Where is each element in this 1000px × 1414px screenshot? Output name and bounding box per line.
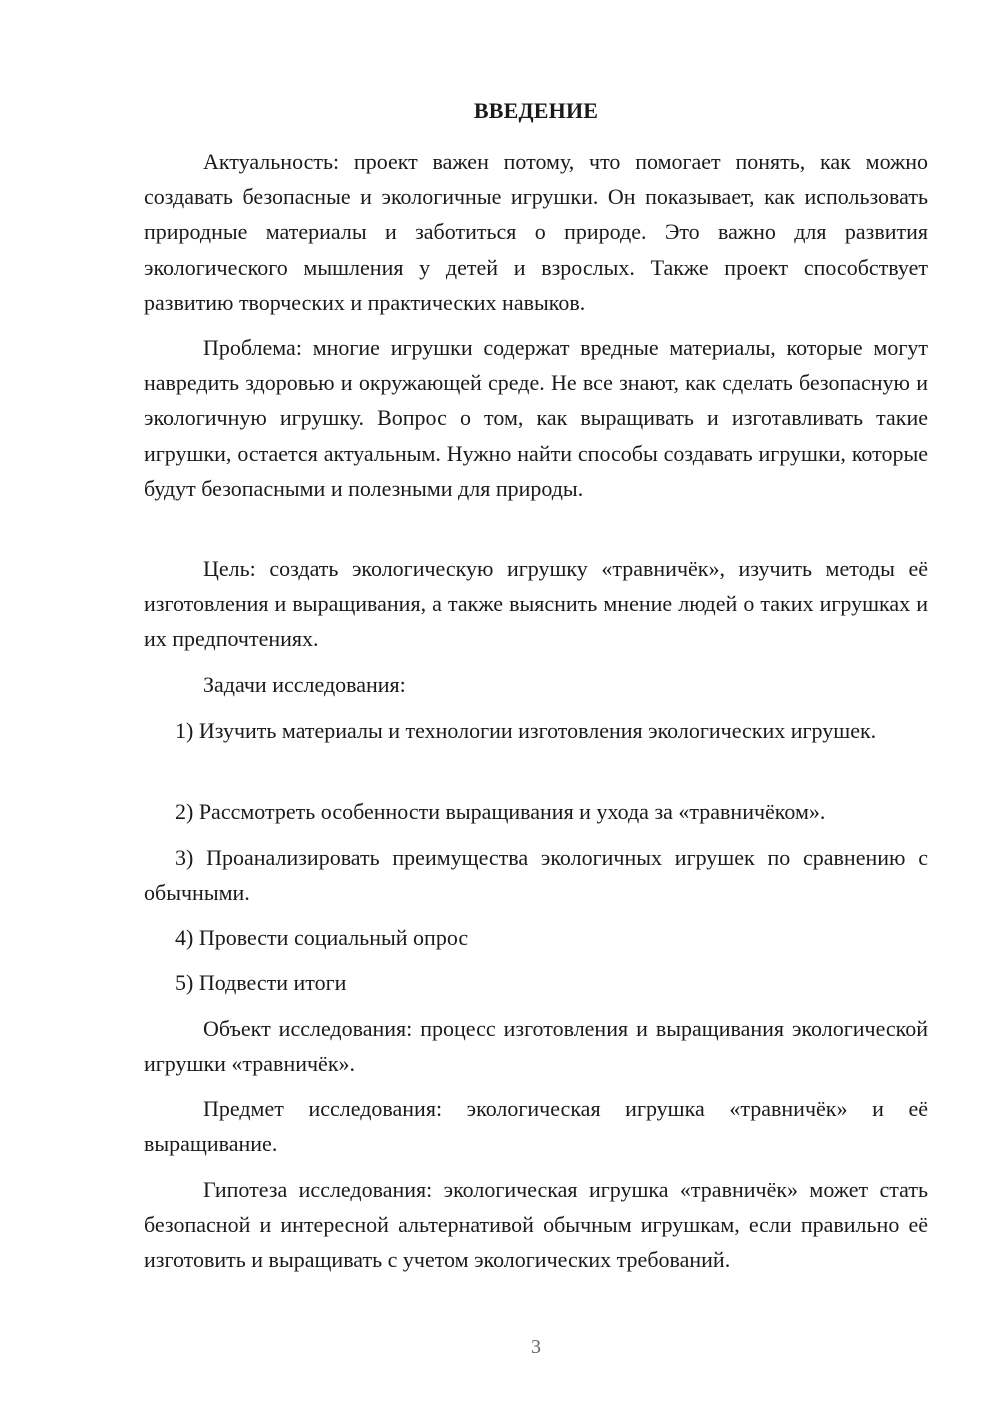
- page-number: 3: [531, 1336, 541, 1358]
- page-title: ВВЕДЕНИЕ: [473, 98, 599, 123]
- task-item-2: 2) Рассмотреть особенности выращивания и ухода за «травничёком».: [175, 799, 826, 824]
- task-item-3: 3) Проанализировать преимущества экологичных игрушек по сравнению с обычными.: [144, 845, 928, 906]
- problem-paragraph: Проблема: многие игрушки содержат вредные материалы, которые могут навредить здоровью и окружающей среде. Не все знают, как сделать безопасную и экологичную игрушку. Вопрос о том, как выращивать и изготавливать такие игрушки, остается актуальным. Нужно найти способы создавать игрушки, которые будут безопасными и полезными для природы.: [144, 335, 928, 501]
- object-paragraph: Объект исследования: процесс изготовления и выращивания экологической игрушки «травничёк».: [144, 1016, 928, 1077]
- relevance-paragraph: Актуальность: проект важен потому, что помогает понять, как можно создавать безопасные и экологичные игрушки. Он показывает, как использовать природные материалы и заботиться о природе. Это важно для развития экологического мышления у детей и взрослых. Также проект способствует развитию творческих и практических навыков.: [144, 149, 928, 315]
- task-item-1: 1) Изучить материалы и технологии изготовления экологических игрушек.: [175, 718, 877, 743]
- task-item-5: 5) Подвести итоги: [175, 970, 347, 995]
- subject-paragraph: Предмет исследования: экологическая игрушка «травничёк» и её выращивание.: [144, 1096, 928, 1157]
- goal-paragraph: Цель: создать экологическую игрушку «травничёк», изучить методы её изготовления и выращивания, а также выяснить мнение людей о таких игрушках и их предпочтениях.: [144, 556, 928, 652]
- tasks-title: Задачи исследования:: [203, 672, 406, 697]
- hypothesis-paragraph: Гипотеза исследования: экологическая игрушка «травничёк» может стать безопасной и интересной альтернативой обычным игрушкам, если правильно её изготовить и выращивать с учетом экологических требований.: [144, 1177, 928, 1273]
- task-item-4: 4) Провести социальный опрос: [175, 925, 469, 950]
